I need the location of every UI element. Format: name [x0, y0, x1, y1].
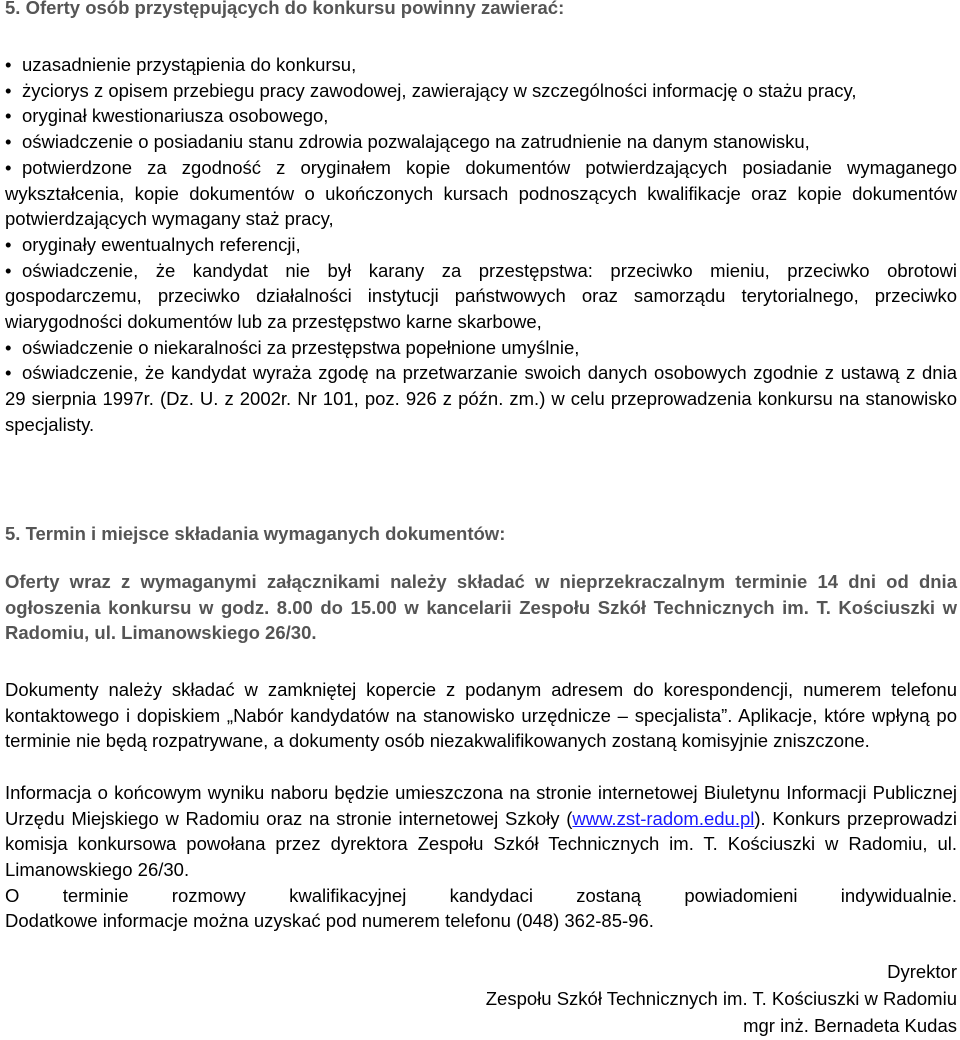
requirements-list [5, 52, 957, 438]
bullet-icon: • [5, 336, 12, 358]
results-info-text-cont: ). Konkurs przeprowadzi komisja konkursowa powołana przez dyrektora Zespołu Szkół Technicznych im. T. Kościuszki w Radomiu, ul. Limanowskiego 26/30. [5, 807, 957, 881]
list-item [5, 335, 957, 361]
bullet-icon: • [5, 131, 12, 153]
list-item-text: oświadczenie, że kandydat nie był karany za przestępstwa: przeciwko mieniu, przeciwko obrotowi gospodarczemu, przeciwko działalności instytucji państwowych oraz samorządu terytorialnego, przeciwko wiarygodności dokumentów lub za przestępstwo karne skarbowe, [5, 259, 957, 333]
list-item [5, 103, 957, 129]
signature-role: Dyrektor [887, 961, 957, 982]
bullet-icon: • [5, 233, 12, 255]
list-item-text: oświadczenie o posiadaniu stanu zdrowia pozwalającego na zatrudnienie na danym stanowisku, [22, 131, 810, 153]
list-item-text: oryginał kwestionariusza osobowego, [22, 105, 329, 127]
results-info-paragraph [5, 780, 957, 883]
list-item-text: potwierdzone za zgodność z oryginałem kopie dokumentów potwierdzających posiadanie wymaganego wykształcenia, kopie dokumentów o ukończonych kursach podnoszących kwalifikacje oraz kopie dokumentów potwierdzających wymagany staż pracy, [5, 156, 957, 230]
list-item [5, 78, 957, 104]
bullet-icon: • [5, 156, 12, 178]
bullet-icon: • [5, 362, 12, 384]
results-info-text: Informacja o końcowym wyniku naboru będzie umieszczona na stronie internetowej Biuletynu Informacji Publicznej Urzędu Miejskiego w Radomiu oraz na stronie internetowej Szkoły ( [5, 782, 957, 829]
list-item-text: życiorys z opisem przebiegu pracy zawodowej, zawierający w szczególności informację o stażu pracy, [22, 79, 857, 101]
deadline-paragraph: Oferty wraz z wymaganymi załącznikami należy składać w nieprzekraczalnym terminie 14 dni od dnia ogłoszenia konkursu w godz. 8.00 do 15.00 w kancelarii Zespołu Szkół Technicznych im. T. Kościuszki w Radomiu, ul. Limanowskiego 26/30. [5, 571, 957, 644]
list-item-text: oświadczenie, że kandydat wyraża zgodę na przetwarzanie swoich danych osobowych zgodnie z ustawą z dnia 29 sierpnia 1997r. (Dz. U. z 2002r. Nr 101, poz. 926 z późn. zm.) w celu przeprowadzenia konkursu na stanowisko specjalisty. [5, 362, 957, 435]
section-heading-deadline: 5. Termin i miejsce składania wymaganych dokumentów: [5, 523, 506, 544]
school-website-link[interactable]: www.zst-radom.edu.pl [572, 807, 755, 829]
list-item [5, 155, 957, 232]
list-item [5, 232, 957, 258]
bullet-icon: • [5, 54, 12, 75]
bullet-icon: • [5, 259, 12, 281]
interview-notice: O terminie rozmowy kwalifikacyjnej kandydaci zostaną powiadomieni indywidualnie. [5, 885, 957, 906]
signature-name: mgr inż. Bernadeta Kudas [743, 1015, 957, 1036]
bullet-icon: • [5, 105, 12, 127]
bullet-icon: • [5, 79, 12, 101]
list-item [5, 360, 957, 437]
list-item [5, 52, 957, 78]
list-item [5, 129, 957, 155]
section-heading-offers: 5. Oferty osób przystępujących do konkursu powinny zawierać: [5, 0, 565, 18]
list-item-text: oświadczenie o niekaralności za przestępstwa popełnione umyślnie, [22, 336, 580, 358]
list-item-text: uzasadnienie przystąpienia do konkursu, [22, 54, 357, 75]
list-item [5, 258, 957, 335]
list-item-text: oryginały ewentualnych referencji, [22, 233, 301, 255]
envelope-paragraph: Dokumenty należy składać w zamkniętej kopercie z podanym adresem do korespondencji, numerem telefonu kontaktowego i dopiskiem „Nabór kandydatów na stanowisko urzędnicze – specjalista”. Aplikacje, które wpłyną po terminie nie będą rozpatrywane, a dokumenty osób niezakwalifikowanych zostaną komisyjnie zniszczone. [5, 679, 957, 752]
phone-info: Dodatkowe informacje można uzyskać pod numerem telefonu (048) 362-85-96. [5, 910, 654, 931]
signature-institution: Zespołu Szkół Technicznych im. T. Kościuszki w Radomiu [485, 988, 957, 1009]
